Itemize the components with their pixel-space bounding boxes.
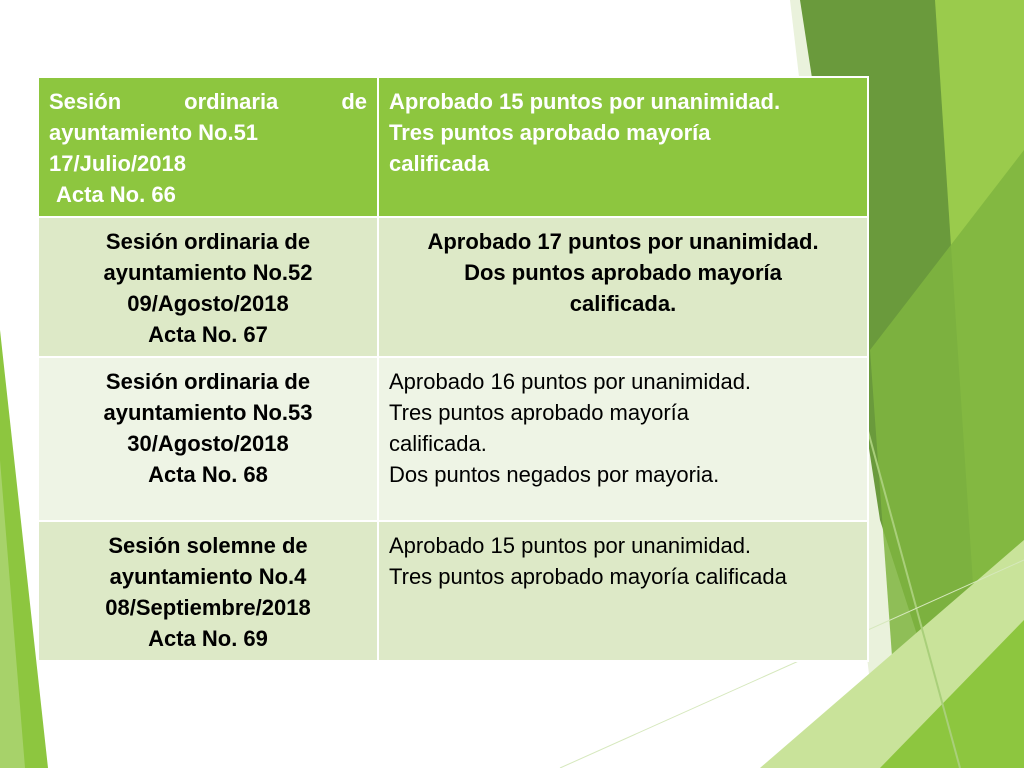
session-acta: Acta No. 68: [148, 462, 268, 487]
session-line: ayuntamiento No.52: [103, 260, 313, 285]
result-line: Tres puntos aprobado mayoría calificada: [389, 564, 787, 589]
session-cell: [38, 357, 378, 521]
session-line: Sesión ordinaria de: [105, 229, 311, 254]
session-date: 08/Septiembre/2018: [105, 595, 311, 620]
session-cell: [38, 217, 378, 357]
session-line: Sesión ordinaria de: [49, 89, 367, 114]
result-line: Aprobado 16 puntos por unanimidad.: [389, 369, 752, 394]
session-date: 17/Julio/2018: [49, 151, 186, 176]
result-cell: [378, 217, 868, 357]
session-acta: Acta No. 69: [148, 626, 268, 651]
session-line: Sesión ordinaria de: [105, 369, 311, 394]
result-line: calificada.: [569, 291, 677, 316]
result-line: Dos puntos aprobado mayoría: [464, 260, 782, 285]
result-line: Aprobado 15 puntos por unanimidad.: [389, 89, 781, 114]
result-line: Tres puntos aprobado mayoría: [389, 120, 711, 145]
result-line: calificada: [389, 151, 490, 176]
session-acta: Acta No. 66: [56, 182, 176, 207]
result-line: calificada.: [389, 431, 487, 456]
session-line: Sesión solemne de: [108, 533, 308, 558]
result-line: Dos puntos negados por mayoria.: [389, 462, 720, 487]
result-cell: [378, 521, 868, 661]
session-date: 30/Agosto/2018: [127, 431, 289, 456]
session-line: ayuntamiento No.53: [103, 400, 313, 425]
result-line: Aprobado 15 puntos por unanimidad.: [389, 533, 752, 558]
table-row: [38, 357, 868, 521]
result-cell: [378, 77, 868, 217]
session-cell: [38, 77, 378, 217]
session-line: ayuntamiento No.4: [109, 564, 307, 589]
result-line: Tres puntos aprobado mayoría: [389, 400, 690, 425]
table-row: [38, 521, 868, 661]
session-cell: [38, 521, 378, 661]
session-acta: Acta No. 67: [148, 322, 268, 347]
session-line: ayuntamiento No.51: [49, 120, 259, 145]
table-row: [38, 77, 868, 217]
result-line: Aprobado 17 puntos por unanimidad.: [427, 229, 819, 254]
table-row: [38, 217, 868, 357]
sessions-table-container: [37, 76, 867, 651]
session-date: 09/Agosto/2018: [127, 291, 289, 316]
sessions-table: [37, 76, 869, 662]
result-cell: [378, 357, 868, 521]
